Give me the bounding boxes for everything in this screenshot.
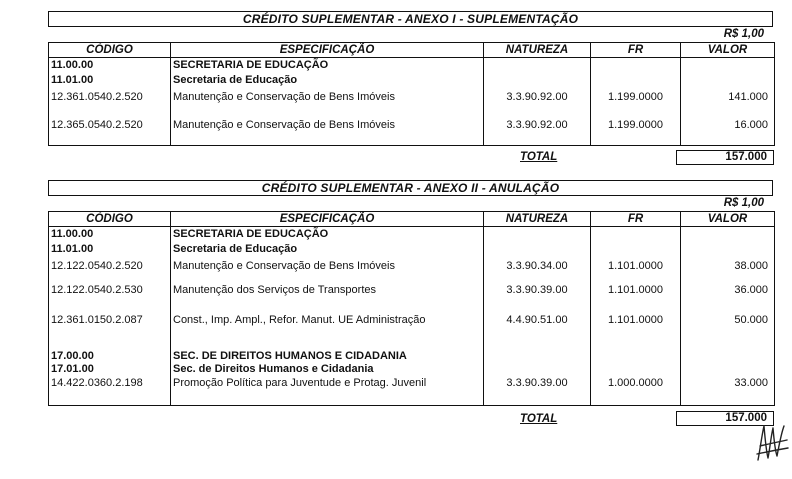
cell-codigo: 11.01.00 — [49, 242, 171, 257]
table-row — [49, 257, 775, 275]
cell-codigo: 12.365.0540.2.520 — [49, 106, 171, 146]
cell-fr: 1.199.0000 — [591, 88, 681, 106]
anexo1-total-label: TOTAL — [520, 151, 558, 163]
cell-fr — [591, 227, 681, 242]
anexo2-title: CRÉDITO SUPLEMENTAR - ANEXO II - ANULAÇÃO — [48, 180, 773, 196]
header-valor: VALOR — [681, 212, 775, 227]
cell-valor: 141.000 — [681, 88, 775, 106]
header-especificacao: ESPECIFICAÇÃO — [171, 212, 484, 227]
cell-especificacao: Manutenção e Conservação de Bens Imóveis — [171, 88, 484, 106]
cell-natureza: 3.3.90.34.00 — [484, 257, 591, 275]
cell-especificacao: Manutenção e Conservação de Bens Imóveis — [171, 106, 484, 146]
anexo1-header-row — [49, 43, 775, 58]
cell-natureza: 3.3.90.92.00 — [484, 106, 591, 146]
cell-codigo: 12.122.0540.2.530 — [49, 275, 171, 305]
cell-valor: 38.000 — [681, 257, 775, 275]
cell-codigo: 14.422.0360.2.198 — [49, 377, 171, 406]
cell-natureza: 4.4.90.51.00 — [484, 305, 591, 335]
cell-fr — [591, 73, 681, 88]
cell-valor: 16.000 — [681, 106, 775, 146]
cell-natureza: 3.3.90.39.00 — [484, 275, 591, 305]
table-row — [49, 335, 775, 362]
cell-fr — [591, 362, 681, 377]
cell-natureza: 3.3.90.92.00 — [484, 88, 591, 106]
table-row — [49, 73, 775, 88]
cell-valor: 36.000 — [681, 275, 775, 305]
header-codigo: CÓDIGO — [49, 43, 171, 58]
cell-fr — [591, 335, 681, 362]
table-row — [49, 106, 775, 146]
cell-especificacao: Secretaria de Educação — [171, 242, 484, 257]
table-row — [49, 88, 775, 106]
cell-especificacao: Secretaria de Educação — [171, 73, 484, 88]
cell-especificacao: Promoção Política para Juventude e Protag. Juvenil — [171, 377, 484, 406]
cell-codigo: 11.00.00 — [49, 58, 171, 73]
anexo2-table — [48, 211, 775, 406]
cell-natureza — [484, 242, 591, 257]
table-row — [49, 227, 775, 242]
table-row — [49, 362, 775, 377]
cell-codigo: 17.01.00 — [49, 362, 171, 377]
header-fr: FR — [591, 212, 681, 227]
header-natureza: NATUREZA — [484, 43, 591, 58]
cell-fr: 1.101.0000 — [591, 257, 681, 275]
cell-codigo: 12.361.0150.2.087 — [49, 305, 171, 335]
header-fr: FR — [591, 43, 681, 58]
anexo1-table — [48, 42, 775, 146]
table-row — [49, 377, 775, 406]
anexo2-header-row — [49, 212, 775, 227]
table-row — [49, 58, 775, 73]
cell-codigo: 11.00.00 — [49, 227, 171, 242]
cell-especificacao: Manutenção e Conservação de Bens Imóveis — [171, 257, 484, 275]
header-especificacao: ESPECIFICAÇÃO — [171, 43, 484, 58]
cell-codigo: 12.122.0540.2.520 — [49, 257, 171, 275]
header-codigo: CÓDIGO — [49, 212, 171, 227]
cell-natureza — [484, 58, 591, 73]
anexo2-total-value: 157.000 — [676, 411, 774, 426]
cell-fr — [591, 58, 681, 73]
cell-codigo: 17.00.00 — [49, 335, 171, 362]
cell-codigo: 11.01.00 — [49, 73, 171, 88]
cell-especificacao: SEC. DE DIREITOS HUMANOS E CIDADANIA — [171, 335, 484, 362]
cell-valor — [681, 362, 775, 377]
signature-icon — [754, 420, 790, 464]
cell-fr — [591, 242, 681, 257]
cell-fr: 1.199.0000 — [591, 106, 681, 146]
cell-valor — [681, 58, 775, 73]
cell-especificacao: Manutenção dos Serviços de Transportes — [171, 275, 484, 305]
cell-valor — [681, 335, 775, 362]
table-row — [49, 242, 775, 257]
table-row — [49, 305, 775, 335]
cell-especificacao: Sec. de Direitos Humanos e Cidadania — [171, 362, 484, 377]
cell-valor — [681, 73, 775, 88]
cell-especificacao: SECRETARIA DE EDUCAÇÃO — [171, 227, 484, 242]
cell-fr: 1.101.0000 — [591, 275, 681, 305]
cell-fr: 1.101.0000 — [591, 305, 681, 335]
cell-natureza: 3.3.90.39.00 — [484, 377, 591, 406]
anexo1-unit: R$ 1,00 — [723, 28, 764, 40]
cell-especificacao: SECRETARIA DE EDUCAÇÃO — [171, 58, 484, 73]
cell-natureza — [484, 362, 591, 377]
anexo2-total-label: TOTAL — [520, 413, 558, 425]
header-valor: VALOR — [681, 43, 775, 58]
table-row — [49, 275, 775, 305]
cell-natureza — [484, 335, 591, 362]
cell-natureza — [484, 73, 591, 88]
cell-fr: 1.000.0000 — [591, 377, 681, 406]
header-natureza: NATUREZA — [484, 212, 591, 227]
cell-valor: 33.000 — [681, 377, 775, 406]
cell-valor — [681, 227, 775, 242]
cell-natureza — [484, 227, 591, 242]
anexo1-title: CRÉDITO SUPLEMENTAR - ANEXO I - SUPLEMENTAÇÃO — [48, 11, 773, 27]
anexo2-unit: R$ 1,00 — [723, 197, 764, 209]
cell-valor — [681, 242, 775, 257]
cell-codigo: 12.361.0540.2.520 — [49, 88, 171, 106]
cell-valor: 50.000 — [681, 305, 775, 335]
cell-especificacao: Const., Imp. Ampl., Refor. Manut. UE Administração — [171, 305, 484, 335]
anexo1-total-value: 157.000 — [676, 150, 774, 165]
